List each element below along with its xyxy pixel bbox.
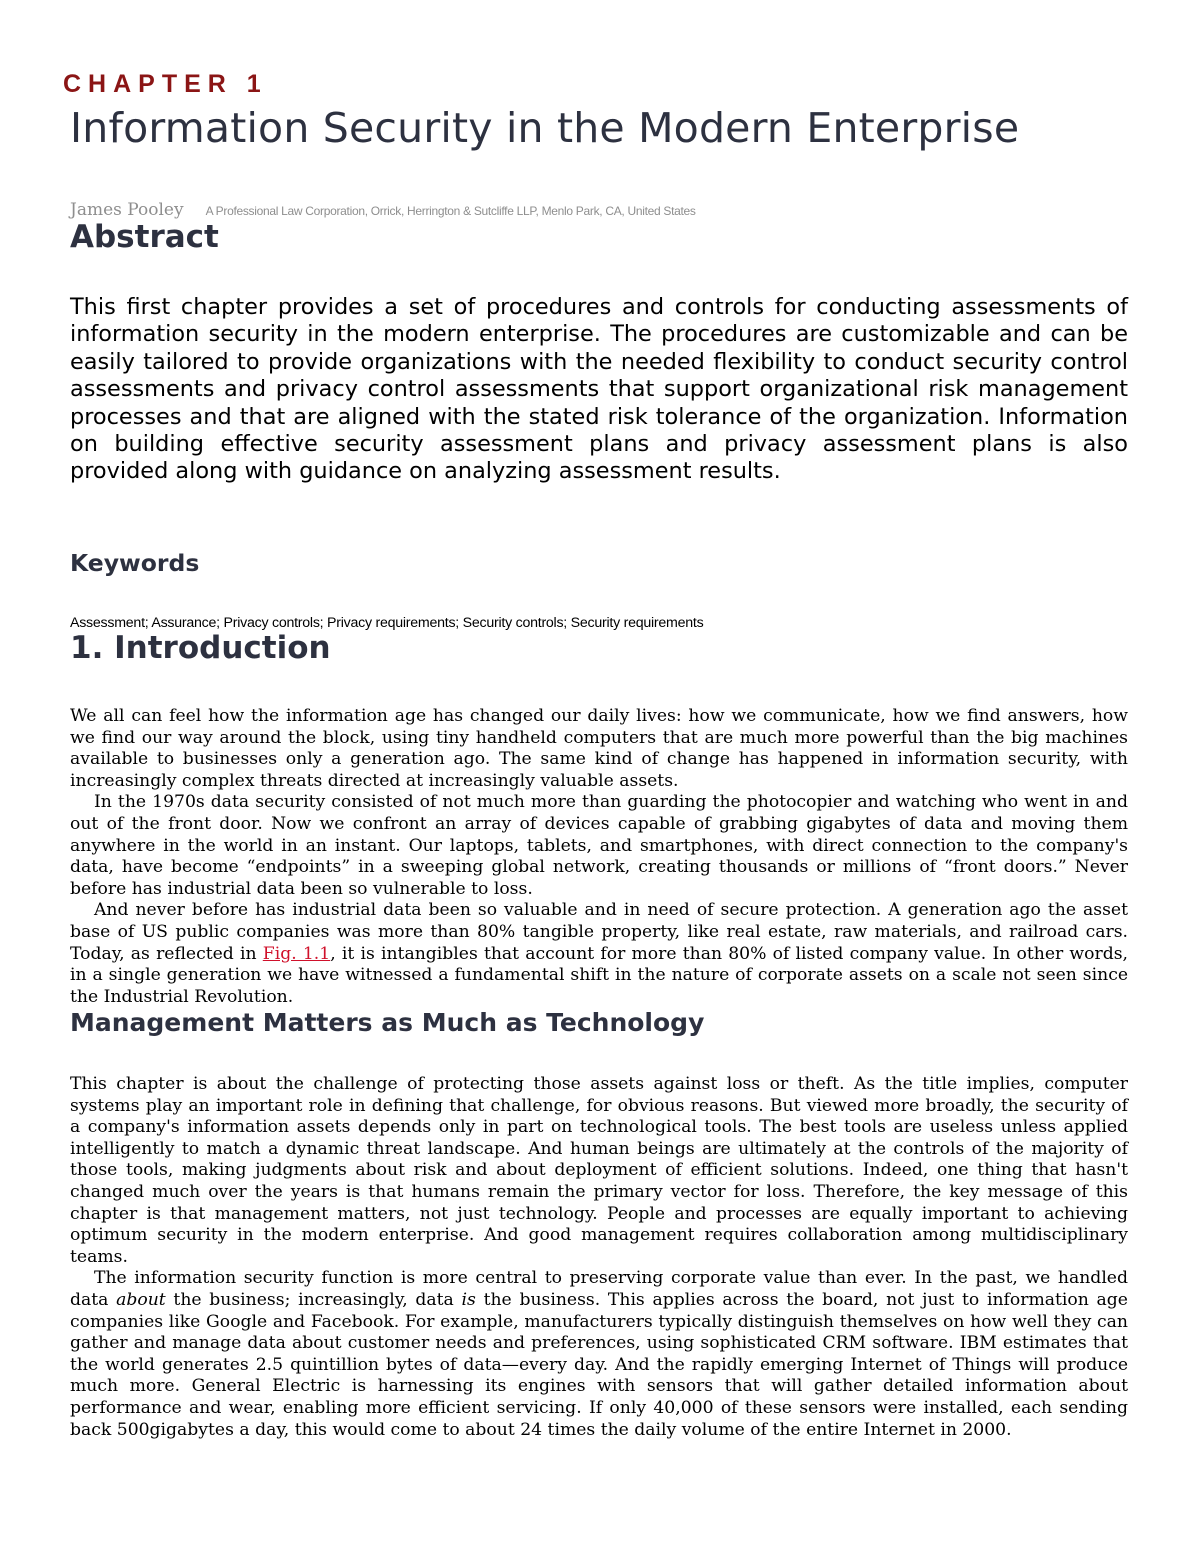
emphasis-is: is [461, 1289, 476, 1310]
management-paragraph-2-text-a: The information security function is more central to preserving corporate value than ever. In the past, we handled data [70, 1268, 1128, 1310]
intro-paragraph-3-text-a: And never before has industrial data been so valuable and in need of secure protection. A generation ago the asset base of US public companies was more than 80% tangible property, like real estate, raw materials, and railroad cars. Today, as reflected in [70, 900, 1128, 964]
figure-1-1-link[interactable]: Fig. 1.1 [262, 943, 331, 964]
author-name: James Pooley [70, 200, 184, 220]
management-heading: Management Matters as Much as Technology [70, 1008, 705, 1037]
intro-paragraph-1: We all can feel how the information age has changed our daily lives: how we communicate, how we find answers, how we find our way around the block, using tiny handheld computers that are much more powerful than the big machines available to businesses only a generation ago. The same kind of change has happened in information security, with increasingly complex threats directed at increasingly valuable assets. [70, 706, 1128, 791]
management-body [70, 1074, 1128, 1441]
chapter-title: Information Security in the Modern Enterprise [70, 104, 1020, 152]
keywords-heading: Keywords [70, 549, 200, 577]
byline [70, 200, 696, 220]
introduction-heading: 1. Introduction [70, 630, 331, 666]
management-paragraph-1: This chapter is about the challenge of protecting those assets against loss or theft. As the title implies, computer systems play an important role in defining that challenge, for obvious reasons. But viewed more broadly, the security of a company's information assets depends only in part on technological tools. The best tools are useless unless applied intelligently to match a dynamic threat landscape. And human beings are ultimately at the controls of the majority of those tools, making judgments about risk and about deployment of efficient solutions. Indeed, one thing that hasn't changed much over the years is that humans remain the primary vector for loss. Therefore, the key message of this chapter is that management matters, not just technology. People and processes are equally important to achieving optimum security in the modern enterprise. And good management requires collaboration among multidisciplinary teams. [70, 1074, 1128, 1267]
emphasis-about: about [116, 1289, 166, 1310]
intro-paragraph-3-text-b: , it is intangibles that account for more than 80% of listed company value. In other words, in a single generation we have witnessed a fundamental shift in the nature of corporate assets on a scale not seen since the Industrial Revolution. [70, 943, 1128, 1007]
author-affiliation: A Professional Law Corporation, Orrick, Herrington & Sutcliffe LLP, Menlo Park, CA, United States [205, 204, 696, 218]
management-paragraph-2-text-b: the business; increasingly, data [165, 1289, 462, 1310]
intro-paragraph-2: In the 1970s data security consisted of not much more than guarding the photocopier and watching who went in and out of the front door. Now we confront an array of devices capable of grabbing gigabytes of data and moving them anywhere in the world in an instant. Our laptops, tablets, and smartphones, with direct connection to the company's data, have become “endpoints” in a sweeping global network, creating thousands or millions of “front doors.” Never before has industrial data been so vulnerable to loss. [70, 792, 1128, 899]
keywords-list: Assessment; Assurance; Privacy controls; Privacy requirements; Security controls; Security requirements [70, 615, 704, 631]
abstract-text: This first chapter provides a set of procedures and controls for conducting assessments of information security in the modern enterprise. The procedures are customizable and can be easily tailored to provide organizations with the needed flexibility to conduct security control assessments and privacy control assessments that support organizational risk management processes and that are aligned with the stated risk tolerance of the organization. Information on building effective security assessment plans and privacy assessment plans is also provided along with guidance on analyzing assessment results. [70, 294, 1128, 485]
introduction-body [70, 706, 1128, 1008]
management-paragraph-2-text-c: the business. This applies across the board, not just to information age companies like Google and Facebook. For example, manufacturers typically distinguish themselves on how well they can gather and manage data about customer needs and preferences, using sophisticated CRM software. IBM estimates that the world generates 2.5 quintillion bytes of data—every day. And the rapidly emerging Internet of Things will produce much more. General Electric is harnessing its engines with sensors that will gather detailed information about performance and wear, enabling more efficient servicing. If only 40,000 of these sensors were installed, each sending back 500gigabytes a day, this would come to about 24 times the daily volume of the entire Internet in 2000. [70, 1289, 1128, 1440]
management-paragraph-2 [70, 1268, 1128, 1441]
abstract-heading: Abstract [70, 219, 219, 255]
chapter-label: CHAPTER 1 [63, 70, 268, 98]
intro-paragraph-3 [70, 900, 1128, 1008]
